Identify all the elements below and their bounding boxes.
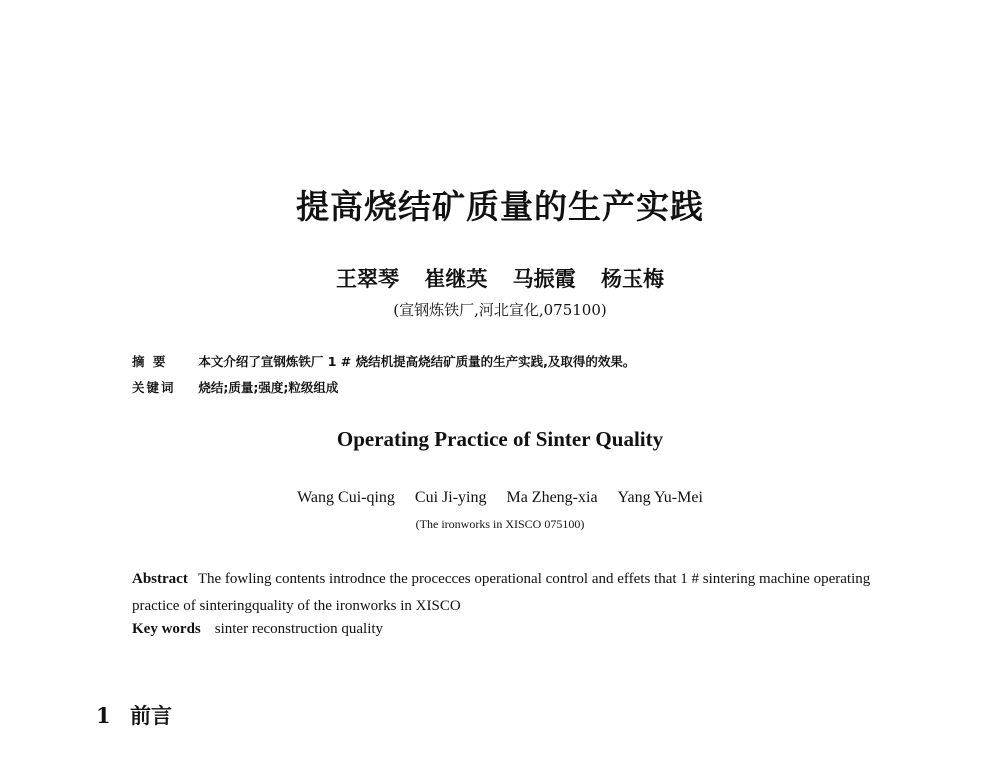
authors-english [0, 489, 1000, 507]
abstract-en-label: Abstract [132, 571, 188, 587]
author-cn-3: 马振霞 [512, 266, 576, 291]
title-chinese: 提高烧结矿质量的生产实践 [296, 187, 704, 226]
keywords-cn-label: 关键词 [132, 380, 176, 395]
abstract-chinese [132, 352, 635, 370]
section-number: 1 [96, 703, 111, 728]
section-title: 前言 [130, 703, 172, 728]
abstract-cn-text: 本文介绍了宣钢炼铁厂 1 # 烧结机提高烧结矿质量的生产实践,及取得的效果。 [198, 354, 636, 369]
author-en-1: Wang Cui-qing [297, 489, 395, 506]
author-en-3: Ma Zheng-xia [506, 489, 598, 506]
author-cn-2: 崔继英 [424, 266, 488, 291]
keywords-english [132, 621, 383, 638]
author-cn-4: 杨玉梅 [600, 266, 664, 291]
authors-chinese [0, 263, 1000, 293]
abstract-english [132, 566, 882, 620]
keywords-en-text: sinter reconstruction quality [214, 621, 384, 637]
keywords-en-label: Key words [132, 621, 201, 637]
keywords-chinese [132, 378, 338, 396]
author-cn-1: 王翠琴 [336, 266, 400, 291]
title-english: Operating Practice of Sinter Quality [336, 427, 664, 451]
affiliation-english: (The ironworks in XISCO 075100) [415, 517, 585, 531]
affiliation-chinese: (宣钢炼铁厂,河北宣化,075100) [393, 301, 607, 319]
abstract-en-text: The fowling contents introdnce the procecces operational control and effets that 1 # sintering machine operating practice of sinteringquality of the ironworks in XISCO [132, 571, 871, 614]
author-en-4: Yang Yu-Mei [617, 489, 703, 506]
keywords-cn-text: 烧结;质量;强度;粒级组成 [198, 380, 339, 395]
section-heading-introduction [96, 700, 172, 730]
author-en-2: Cui Ji-ying [414, 489, 487, 506]
abstract-cn-label: 摘 要 [132, 354, 168, 369]
